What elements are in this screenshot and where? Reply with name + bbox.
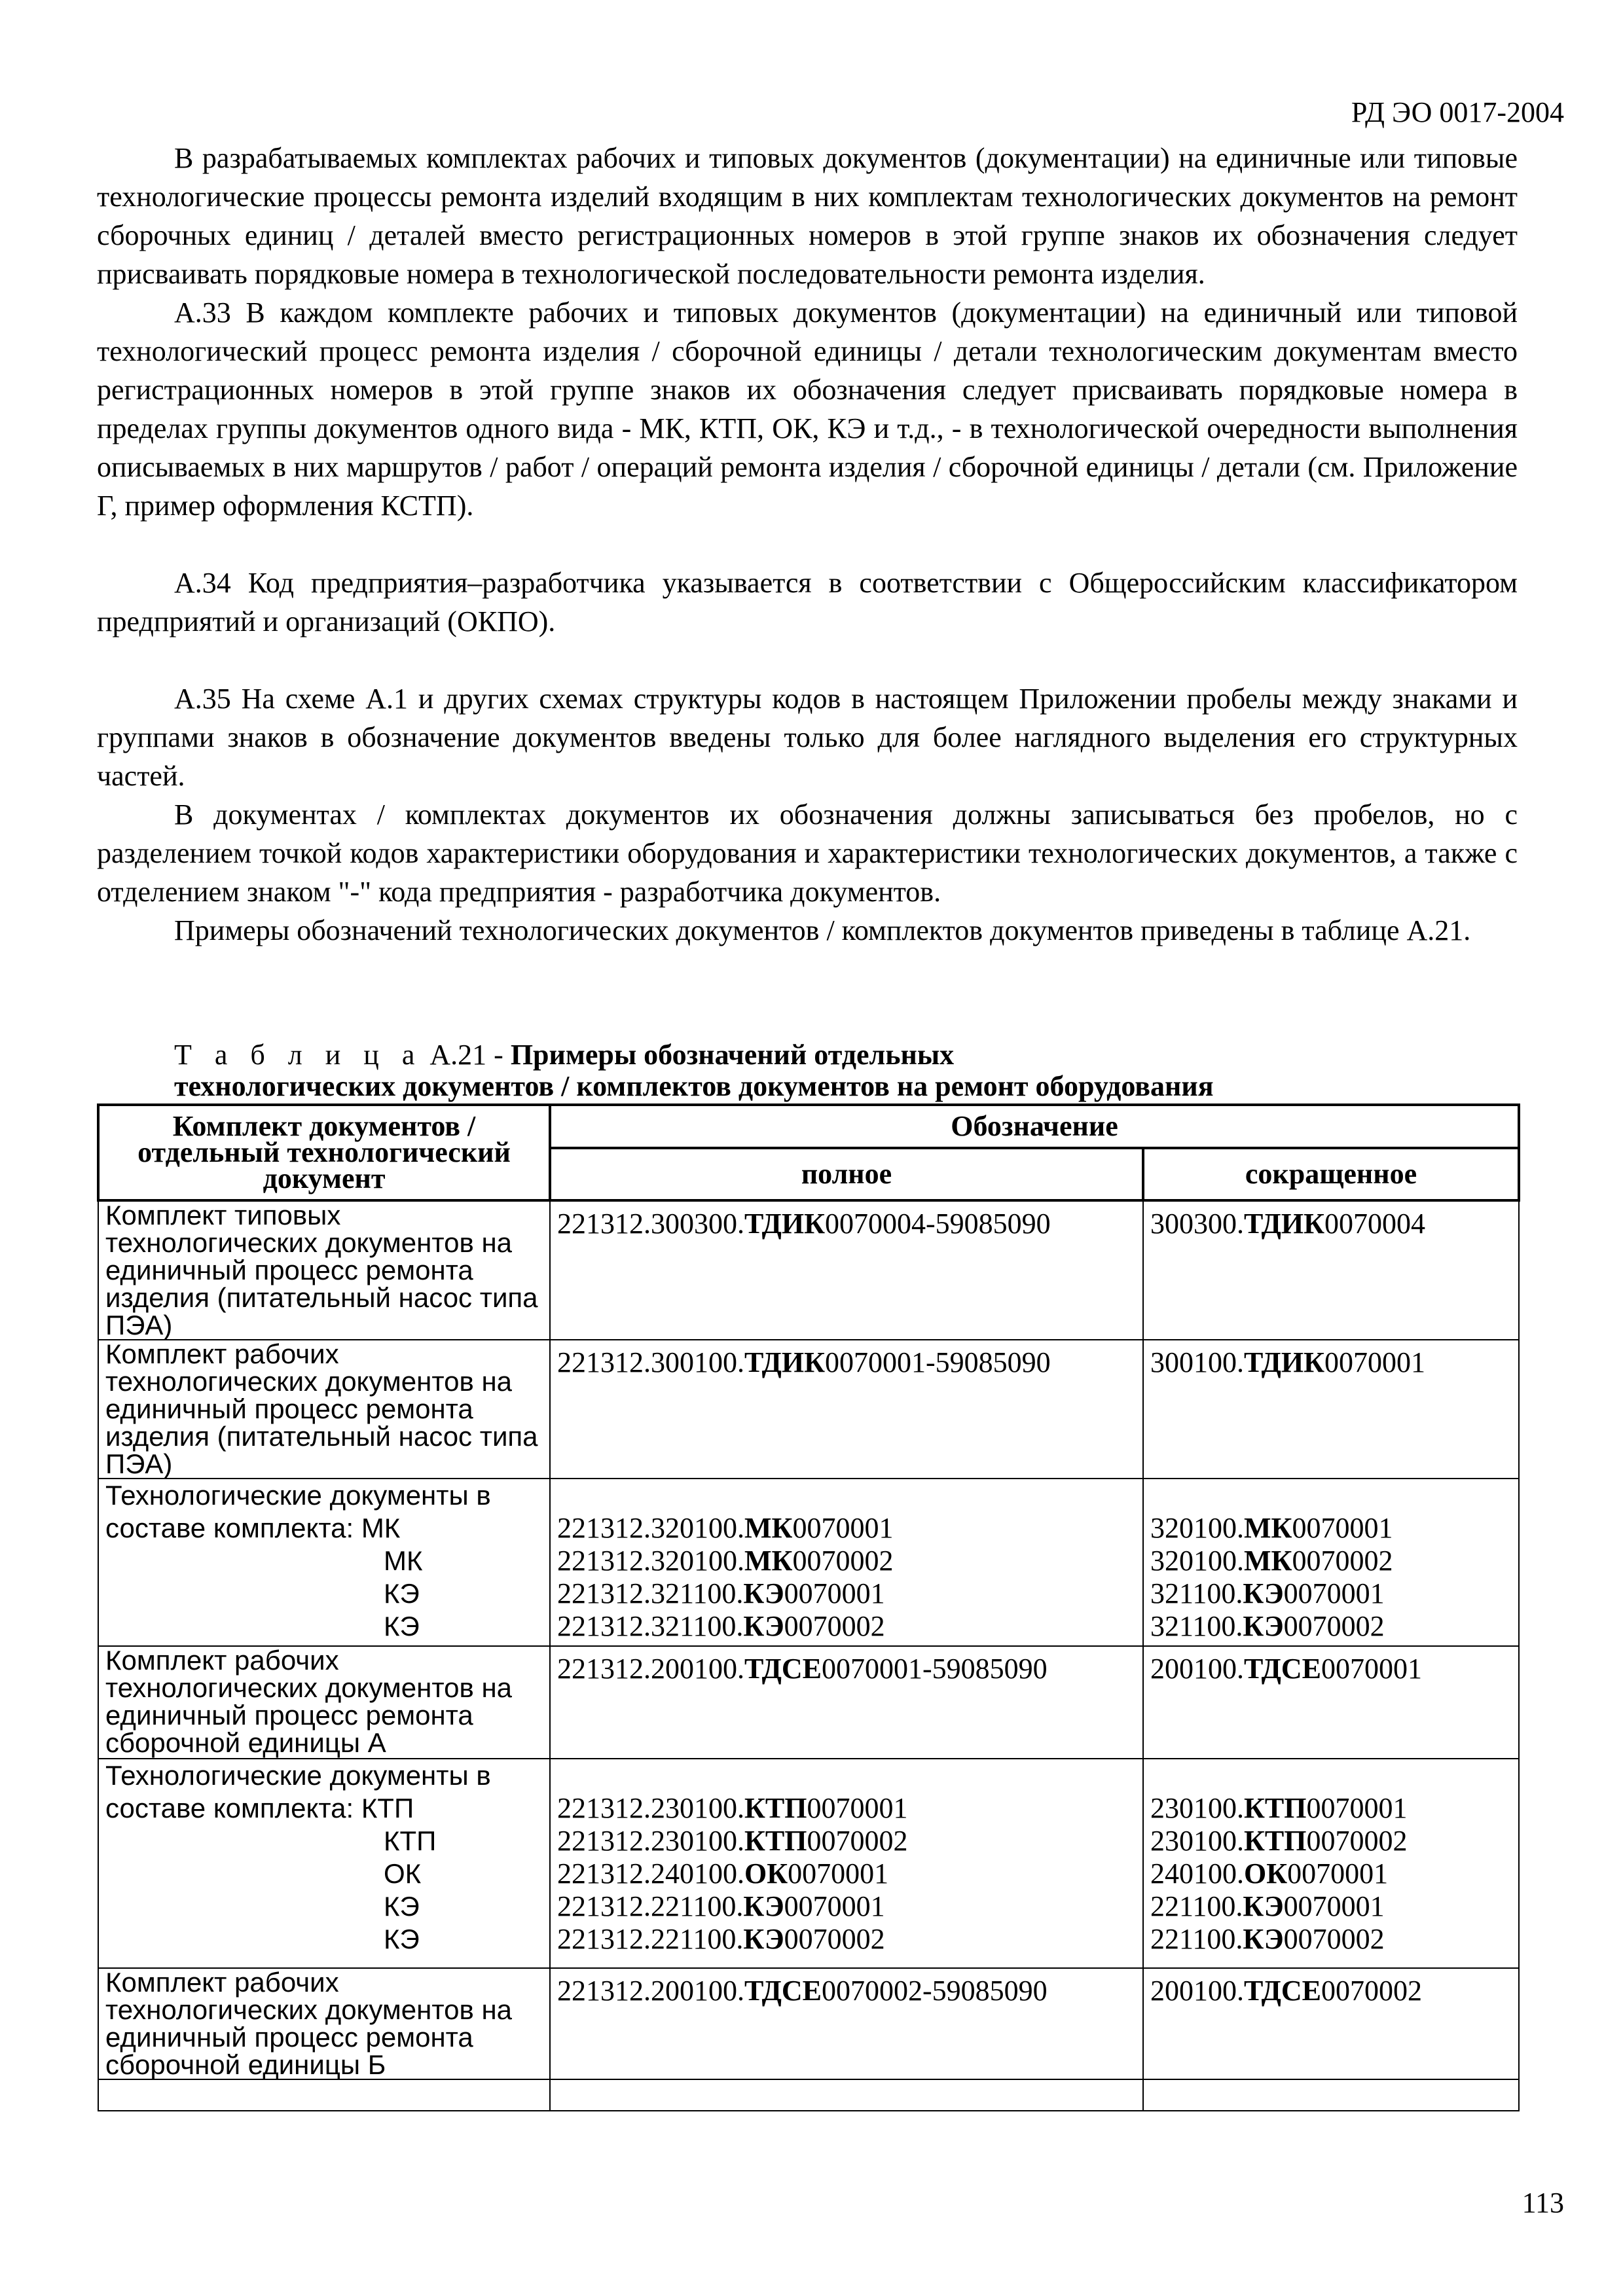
short-designation: 200100.ТДСЕ0070002 bbox=[1143, 1968, 1519, 2079]
designation-table bbox=[97, 1103, 1520, 2111]
row-description: Комплект рабочих технологических документов на единичный процесс ремонта изделия (питательный насос типа ПЭА) bbox=[98, 1340, 550, 1479]
short-designation: 200100.ТДСЕ0070001 bbox=[1143, 1646, 1519, 1759]
row-description: Технологические документы в составе комплекта: МК МК КЭ КЭ bbox=[98, 1479, 550, 1646]
row-description: Комплект типовых технологических документов на единичный процесс ремонта изделия (питательный насос типа ПЭА) bbox=[98, 1200, 550, 1340]
caption-title-line1: Примеры обозначений отдельных bbox=[510, 1039, 955, 1071]
page-number: 113 bbox=[1522, 2187, 1564, 2219]
table-row bbox=[98, 1968, 1519, 2079]
empty-cell bbox=[550, 2079, 1143, 2111]
empty-cell bbox=[98, 2079, 550, 2111]
page-header-doc-id: РД ЭО 0017-2004 bbox=[1351, 96, 1564, 128]
caption-title-line2: технологических документов / комплектов документов на ремонт оборудования bbox=[174, 1070, 1214, 1102]
short-designation: 320100.МК0070001 320100.МК0070002 321100.КЭ0070001 321100.КЭ0070002 bbox=[1143, 1479, 1519, 1646]
full-designation: 221312.300100.ТДИК0070001-59085090 bbox=[550, 1340, 1143, 1479]
empty-cell bbox=[1143, 2079, 1519, 2111]
paragraph-a33: А.33 В каждом комплекте рабочих и типовых документов (документации) на единичный или типовой технологический процесс ремонта изделия / сборочной единицы / детали технологическим документам вместо регистрационных номеров в этой группе знаков их обозначения следует присваивать порядковые номера в пределах группы документов одного вида - МК, КТП, ОК, КЭ и т.д., - в технологической очередности выполнения описываемых в них маршрутов / работ / операций ремонта изделия / сборочной единицы / детали (см. Приложение Г, пример оформления КСТП). bbox=[97, 296, 1518, 522]
body-text bbox=[97, 139, 1518, 950]
short-designation: 300300.ТДИК0070004 bbox=[1143, 1200, 1519, 1340]
full-designation: 221312.230100.КТП0070001 221312.230100.КТП0070002 221312.240100.ОК0070001 221312.221100.КЭ0070001 221312.221100.КЭ0070002 bbox=[550, 1759, 1143, 1968]
caption-label: Т а б л и ц а bbox=[174, 1039, 423, 1071]
full-designation: 221312.200100.ТДСЕ0070001-59085090 bbox=[550, 1646, 1143, 1759]
column-header-full: полное bbox=[550, 1148, 1143, 1200]
row-description: Технологические документы в составе комплекта: КТП КТП ОК КЭ КЭ bbox=[98, 1759, 550, 1968]
table-row bbox=[98, 1200, 1519, 1340]
paragraph: В разрабатываемых комплектах рабочих и типовых документов (документации) на единичные или типовые технологические процессы ремонта изделий входящим в них комплектам технологических документов на ремонт сборочных единиц / деталей вместо регистрационных номеров в этой группе знаков их обозначения следует присваивать порядковые номера в технологической последовательности ремонта изделия. bbox=[97, 142, 1518, 290]
paragraph-a35: А.35 На схеме А.1 и других схемах структуры кодов в настоящем Приложении пробелы между знаками и группами знаков в обозначение документов введены только для более наглядного выделения его структурных частей. bbox=[97, 683, 1518, 792]
table-row bbox=[98, 1479, 1519, 1646]
caption-number: А.21 - bbox=[429, 1039, 503, 1071]
column-header-document-set: Комплект документов / отдельный технологический документ bbox=[98, 1105, 550, 1200]
table-row bbox=[98, 1646, 1519, 1759]
short-designation: 300100.ТДИК0070001 bbox=[1143, 1340, 1519, 1479]
full-designation: 221312.200100.ТДСЕ0070002-59085090 bbox=[550, 1968, 1143, 2079]
paragraph: В документах / комплектах документов их обозначения должны записываться без пробелов, но с разделением точкой кодов характеристики оборудования и характеристики технологических документов, а также с отделением знаком "-" кода предприятия - разработчика документов. bbox=[97, 798, 1518, 908]
paragraph: Примеры обозначений технологических документов / комплектов документов приведены в таблице А.21. bbox=[174, 914, 1471, 946]
column-header-short: сокращенное bbox=[1143, 1148, 1519, 1200]
short-designation: 230100.КТП0070001 230100.КТП0070002 240100.ОК0070001 221100.КЭ0070001 221100.КЭ0070002 bbox=[1143, 1759, 1519, 1968]
row-description: Комплект рабочих технологических документов на единичный процесс ремонта сборочной единицы А bbox=[98, 1646, 550, 1759]
column-header-designation: Обозначение bbox=[550, 1105, 1519, 1148]
table-row bbox=[98, 1340, 1519, 1479]
table-row-empty bbox=[98, 2079, 1519, 2111]
table-row bbox=[98, 1759, 1519, 1968]
row-description: Комплект рабочих технологических документов на единичный процесс ремонта сборочной единицы Б bbox=[98, 1968, 550, 2079]
full-designation: 221312.320100.МК0070001 221312.320100.МК0070002 221312.321100.КЭ0070001 221312.321100.КЭ0070002 bbox=[550, 1479, 1143, 1646]
full-designation: 221312.300300.ТДИК0070004-59085090 bbox=[550, 1200, 1143, 1340]
table-caption bbox=[174, 1039, 1484, 1102]
paragraph-a34: А.34 Код предприятия–разработчика указывается в соответствии с Общероссийским классификатором предприятий и организаций (ОКПО). bbox=[97, 567, 1518, 637]
table-header-row bbox=[98, 1105, 1519, 1148]
